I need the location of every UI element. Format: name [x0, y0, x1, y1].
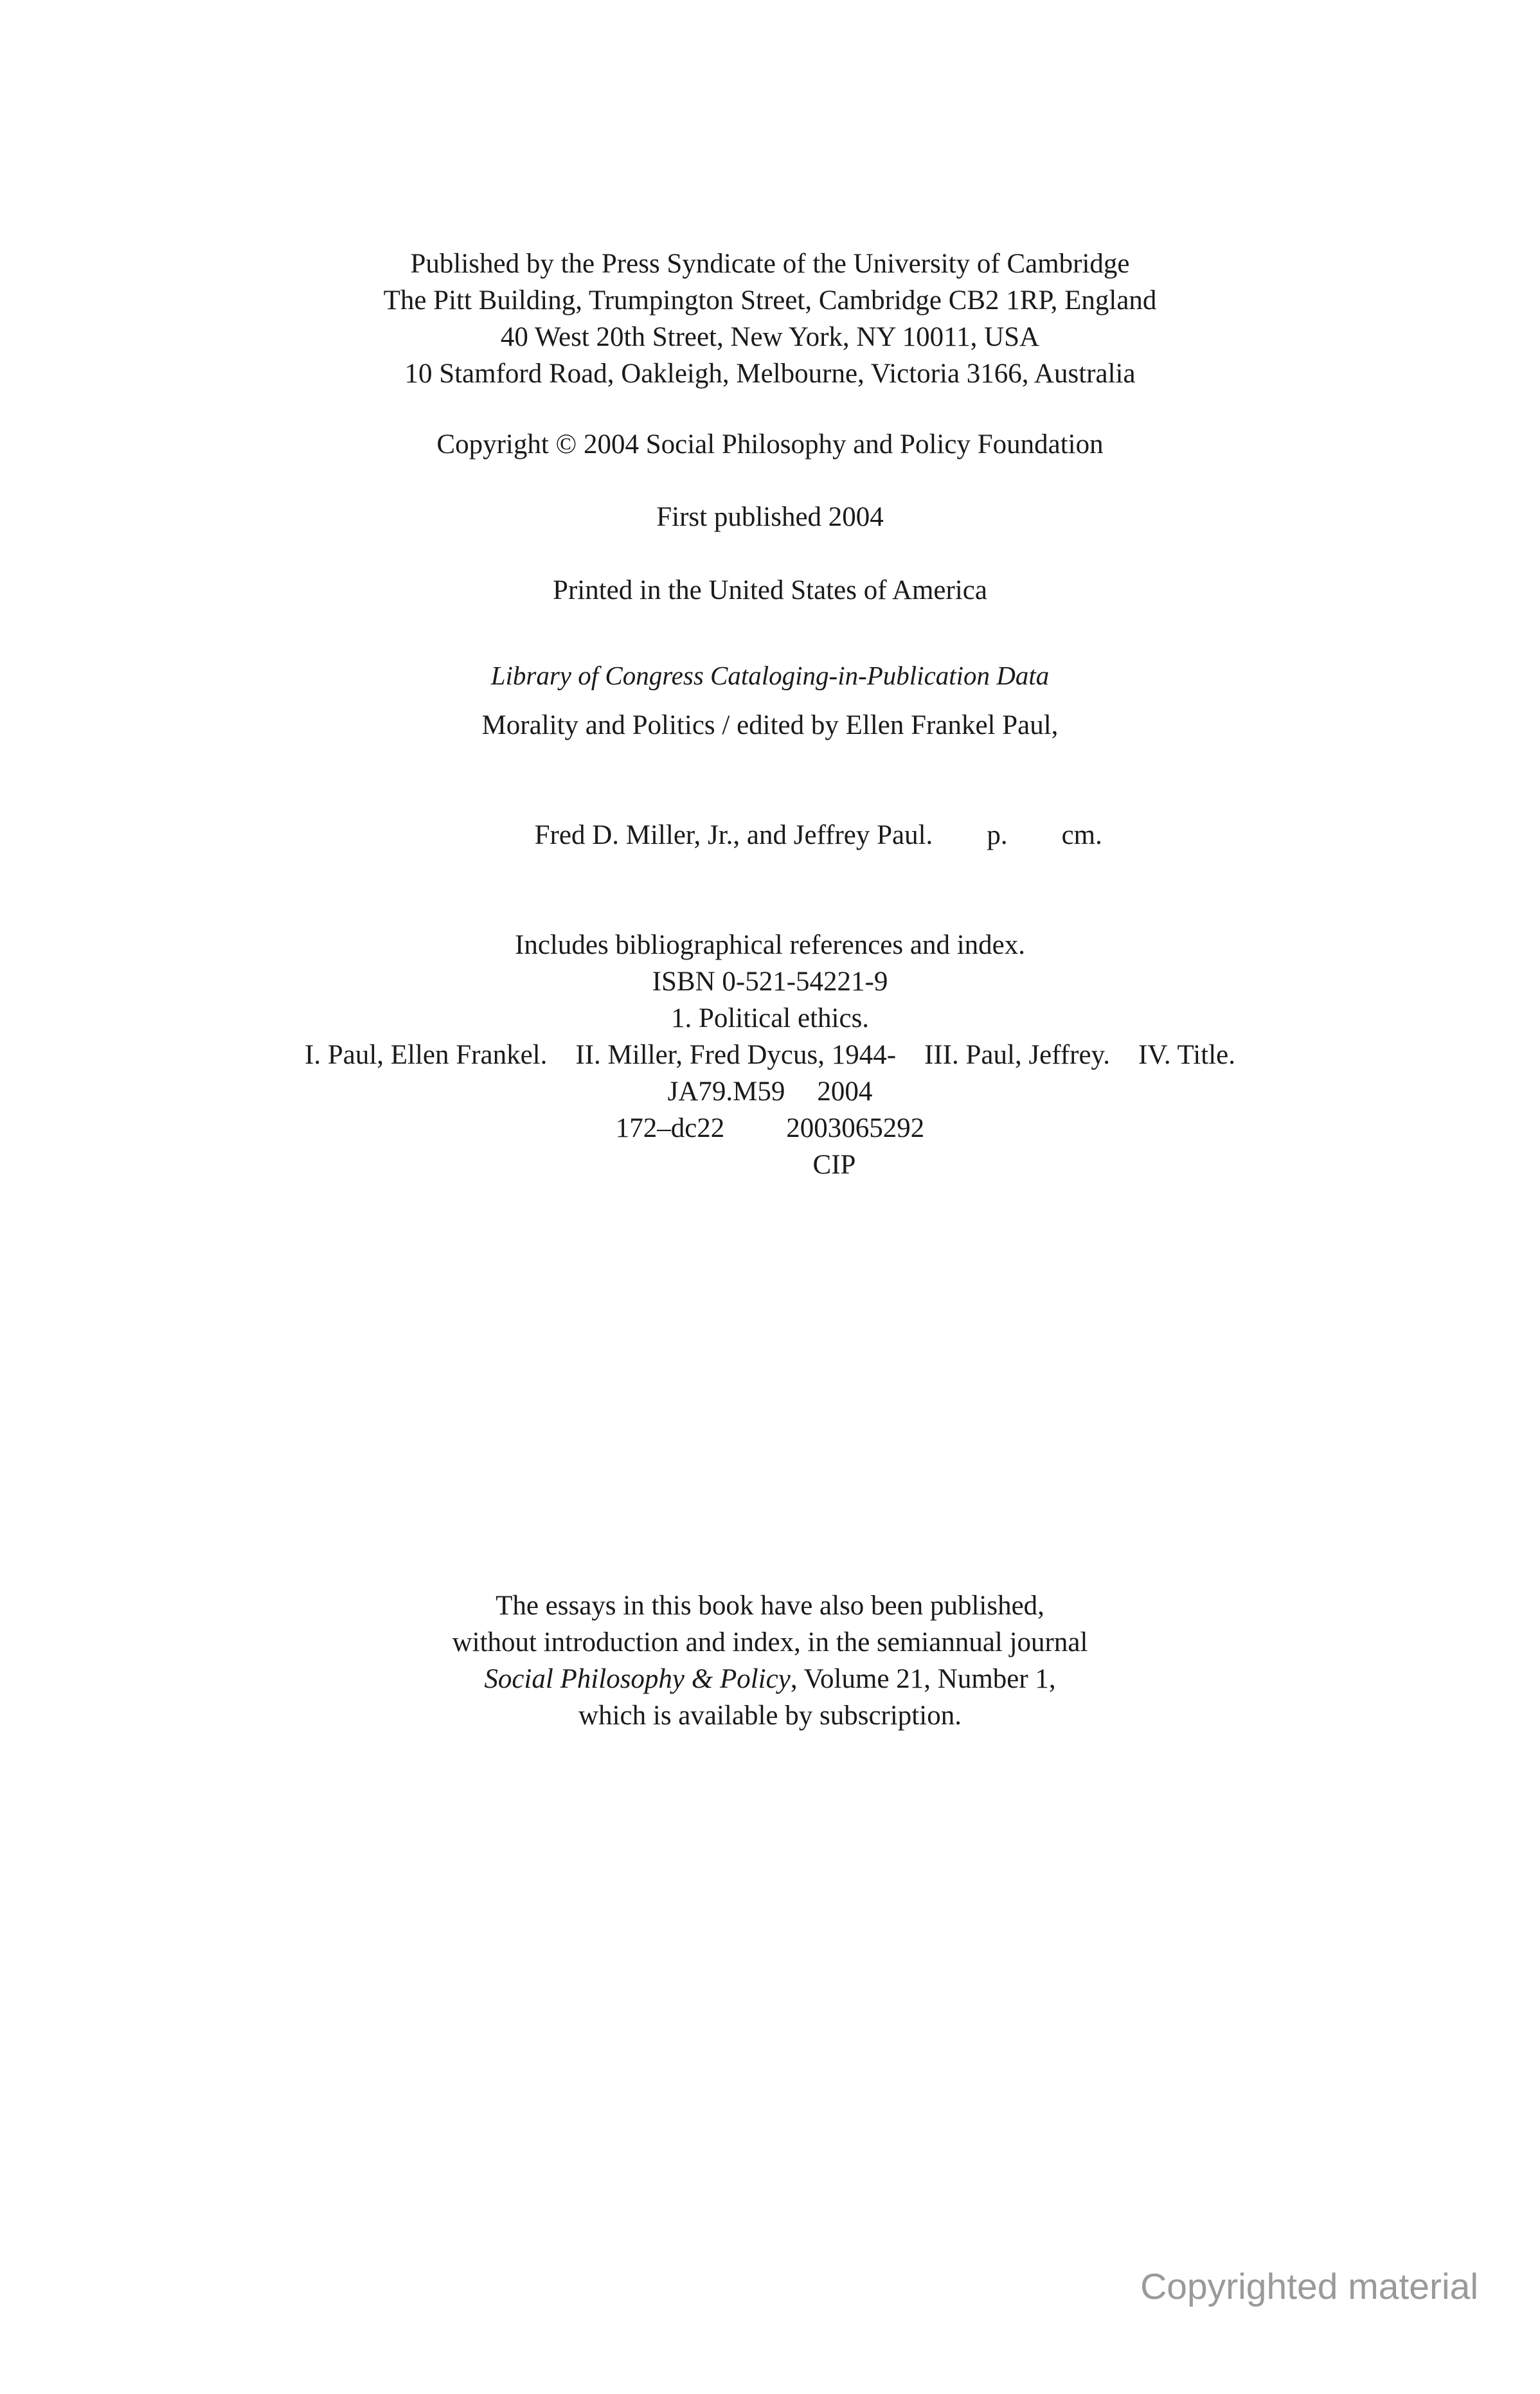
cip-editors-text: Fred D. Miller, Jr., and Jeffrey Paul. — [534, 820, 933, 850]
publisher-address-line: 10 Stamford Road, Oakleigh, Melbourne, Victoria 3166, Australia — [404, 359, 1136, 389]
journal-name: Social Philosophy & Policy — [484, 1664, 791, 1694]
journal-volume: , Volume 21, Number 1, — [790, 1664, 1056, 1694]
cip-editors-line — [0, 744, 1540, 927]
cip-data-block — [0, 707, 1540, 1183]
cip-added-entries-line — [0, 1037, 1540, 1073]
cip-mark: CIP — [812, 1150, 856, 1180]
publisher-address-line: 40 West 20th Street, New York, NY 10011, USA — [500, 322, 1040, 352]
cip-heading: Library of Congress Cataloging-in-Publication Data — [490, 661, 1050, 690]
cip-subject-line: 1. Political ethics. — [670, 1003, 870, 1033]
copyrighted-material-watermark: Copyrighted material — [1140, 2266, 1478, 2307]
cip-isbn-line: ISBN 0-521-54221-9 — [652, 967, 888, 997]
journal-note-line — [0, 1661, 1540, 1697]
cip-pages-label: p. — [987, 820, 1008, 850]
printed-in-notice: Printed in the United States of America — [553, 575, 987, 605]
cip-added-entry: III. Paul, Jeffrey. — [924, 1040, 1110, 1070]
journal-note-line: without introduction and index, in the semiannual journal — [452, 1627, 1088, 1657]
cip-added-entry: IV. Title. — [1138, 1040, 1235, 1070]
publisher-line: Published by the Press Syndicate of the University of Cambridge — [410, 249, 1130, 279]
publisher-address-line: The Pitt Building, Trumpington Street, Cambridge CB2 1RP, England — [383, 285, 1157, 316]
cip-title-line: Morality and Politics / edited by Ellen Frankel Paul, — [481, 710, 1059, 740]
cip-lc-class-line — [0, 1073, 1540, 1110]
cip-lc-class: JA79.M59 — [667, 1076, 785, 1107]
cip-lccn: 2003065292 — [786, 1113, 925, 1143]
cip-dewey: 172–dc22 — [615, 1113, 725, 1143]
journal-note-line: The essays in this book have also been published, — [496, 1591, 1044, 1621]
cip-includes-line: Includes bibliographical references and index. — [515, 930, 1025, 960]
cip-added-entry: I. Paul, Ellen Frankel. — [305, 1040, 548, 1070]
cip-cm-label: cm. — [1061, 820, 1102, 850]
publisher-address-block — [0, 246, 1540, 392]
copyright-notice: Copyright © 2004 Social Philosophy and Policy Foundation — [436, 429, 1104, 460]
cip-lc-year: 2004 — [817, 1076, 873, 1107]
first-published-notice: First published 2004 — [656, 502, 884, 532]
journal-note-line: which is available by subscription. — [578, 1701, 962, 1731]
cip-added-entry: II. Miller, Fred Dycus, 1944- — [575, 1040, 897, 1070]
cip-dewey-line — [0, 1110, 1540, 1147]
journal-note-block — [0, 1587, 1540, 1734]
